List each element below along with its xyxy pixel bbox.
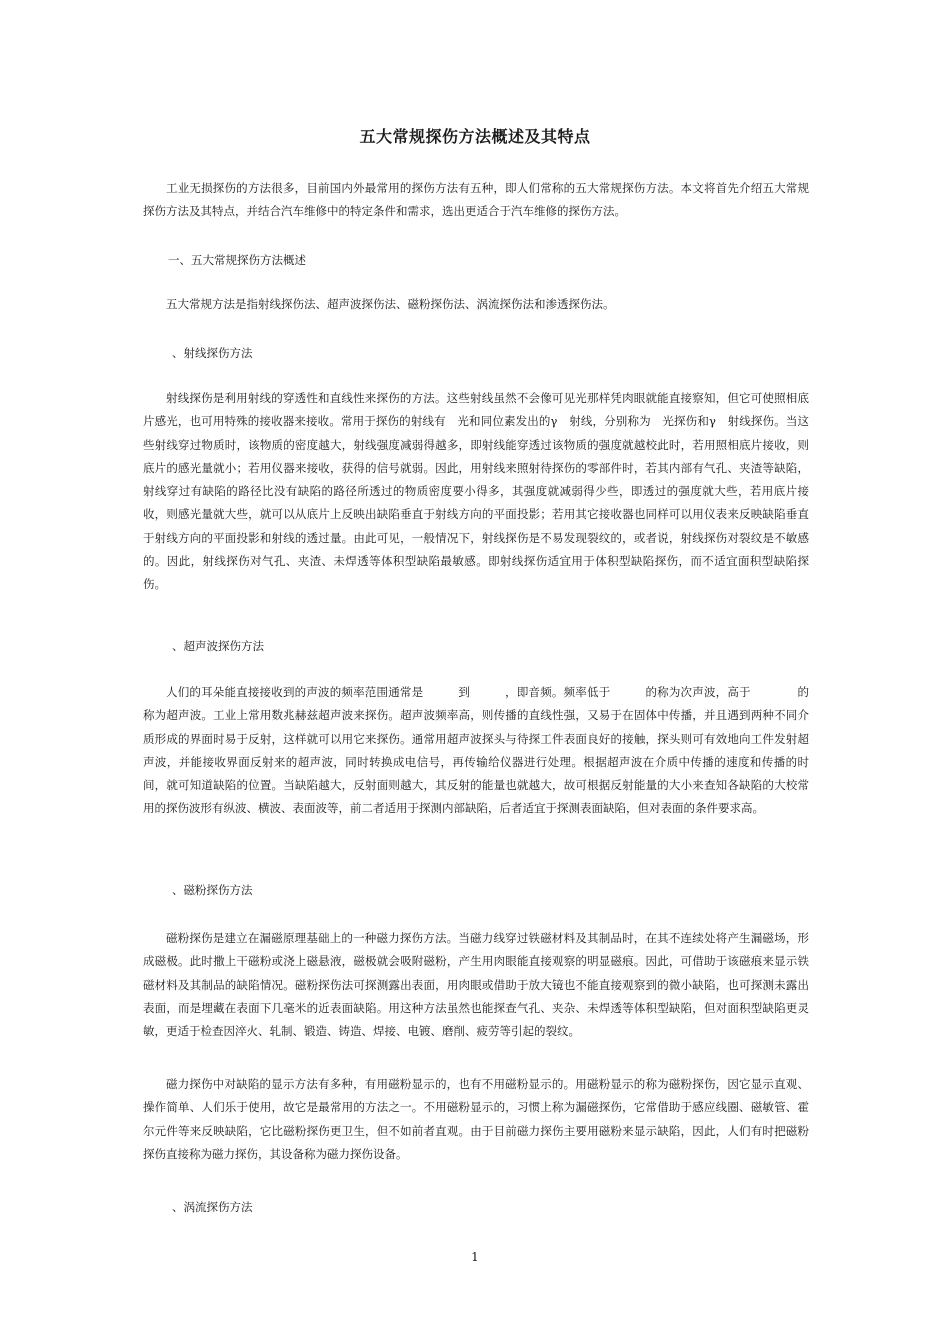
ultrasonic-paragraph: 人们的耳朵能直接接收到的声波的频率范围通常是 到 ，即音频。频率低于 的称为次声波，高于 的称为超声波。工业上常用数兆赫兹超声波来探伤。超声波频率高，则传播的直线性强，又易于在固体中传播，并且遇到两种不同介质形成的界面时易于反射，这样就可以用它来探伤。通常用超声波探头与待探工件表面良好的接触，探头则可有效地向工件发射超声波，并能接收界面反射来的超声波，同时转换成电信号，再传输给仪器进行处理。根据超声波在介质中传播的速度和传播的时间，就可知道缺陷的位置。当缺陷越大，反射面则越大，其反射的能量也就越大，故可根据反射能量的大小来查知各缺陷的大校常用的探伤波形有纵波、横波、表面波等，前二者适用于探测内部缺陷，后者适宜于探测表面缺陷，但对表面的条件要求高。	[143, 685, 809, 816]
subheading-magnetic: 、磁粉探伤方法	[172, 883, 253, 897]
page-number: 1	[471, 1250, 479, 1264]
magnetic-paragraph-1: 磁粉探伤是建立在漏磁原理基础上的一种磁力探伤方法。当磁力线穿过铁磁材料及其制品时，在其不连续处将产生漏磁场，形成磁极。此时撒上干磁粉或浇上磁悬液，磁极就会吸附磁粉，产生用肉眼能直接观察的明显磁痕。因此，可借助于该磁痕来显示铁磁材料及其制品的缺陷情况。磁粉探伤法可探测露出表面，用肉眼或借助于放大镜也不能直接观察到的微小缺陷，也可探测未露出表面，而是埋藏在表面下几毫米的近表面缺陷。用这种方法虽然也能探查气孔、夹杂、未焊透等体积型缺陷，但对面积型缺陷更灵敏，更适于检查因淬火、轧制、锻造、铸造、焊接、电镀、磨削、疲劳等引起的裂纹。	[143, 931, 809, 1039]
magnetic-paragraph-2: 磁力探伤中对缺陷的显示方法有多种，有用磁粉显示的，也有不用磁粉显示的。用磁粉显示的称为磁粉探伤，因它显示直观、操作简单、人们乐于使用，故它是最常用的方法之一。不用磁粉显示的，习惯上称为漏磁探伤，它常借助于感应线圈、磁敏管、霍尔元件等来反映缺陷，它比磁粉探伤更卫生，但不如前者直观。由于目前磁力探伤主要用磁粉来显示缺陷，因此，人们有时把磁粉探伤直接称为磁力探伤，其设备称为磁力探伤设备。	[143, 1077, 809, 1161]
section-heading-overview: 一、五大常规探伤方法概述	[168, 253, 306, 267]
overview-paragraph: 五大常规方法是指射线探伤法、超声波探伤法、磁粉探伤法、涡流探伤法和渗透探伤法。	[166, 297, 615, 311]
subheading-radiography: 、射线探伤方法	[172, 346, 253, 360]
intro-paragraph: 工业无损探伤的方法很多，目前国内外最常用的探伤方法有五种，即人们常称的五大常规探伤方法。本文将首先介绍五大常规探伤方法及其特点，并结合汽车维修中的特定条件和需求，选出更适合于汽车维修的探伤方法。	[143, 181, 809, 219]
radiography-paragraph: 射线探伤是利用射线的穿透性和直线性来探伤的方法。这些射线虽然不会像可见光那样凭肉眼就能直接察知，但它可使照相底片感光，也可用特殊的接收器来接收。常用于探伤的射线有 光和同位素发出的γ 射线，分别称为 光探伤和γ 射线探伤。当这些射线穿过物质时，该物质的密度越大，射线强度减弱得越多，即射线能穿透过该物质的强度就越校此时，若用照相底片接收，则底片的感光量就小；若用仪器来接收，获得的信号就弱。因此，用射线来照射待探伤的零部件时，若其内部有气孔、夹渣等缺陷，射线穿过有缺陷的路径比没有缺陷的路径所透过的物质密度要小得多，其强度就减弱得少些，即透过的强度就大些，若用底片接收，则感光量就大些，就可以从底片上反映出缺陷垂直于射线方向的平面投影；若用其它接收器也同样可以用仪表来反映缺陷垂直于射线方向的平面投影和射线的透过量。由此可见，一般情况下，射线探伤是不易发现裂纹的，或者说，射线探伤对裂纹是不敏感的。因此，射线探伤对气孔、夹渣、未焊透等体积型缺陷最敏感。即射线探伤适宜用于体积型缺陷探伤，而不适宜面积型缺陷探伤。	[143, 391, 809, 592]
subheading-ultrasonic: 、超声波探伤方法	[172, 639, 264, 653]
document-title: 五大常规探伤方法概述及其特点	[359, 127, 591, 146]
subheading-eddy-current: 、涡流探伤方法	[172, 1200, 253, 1214]
